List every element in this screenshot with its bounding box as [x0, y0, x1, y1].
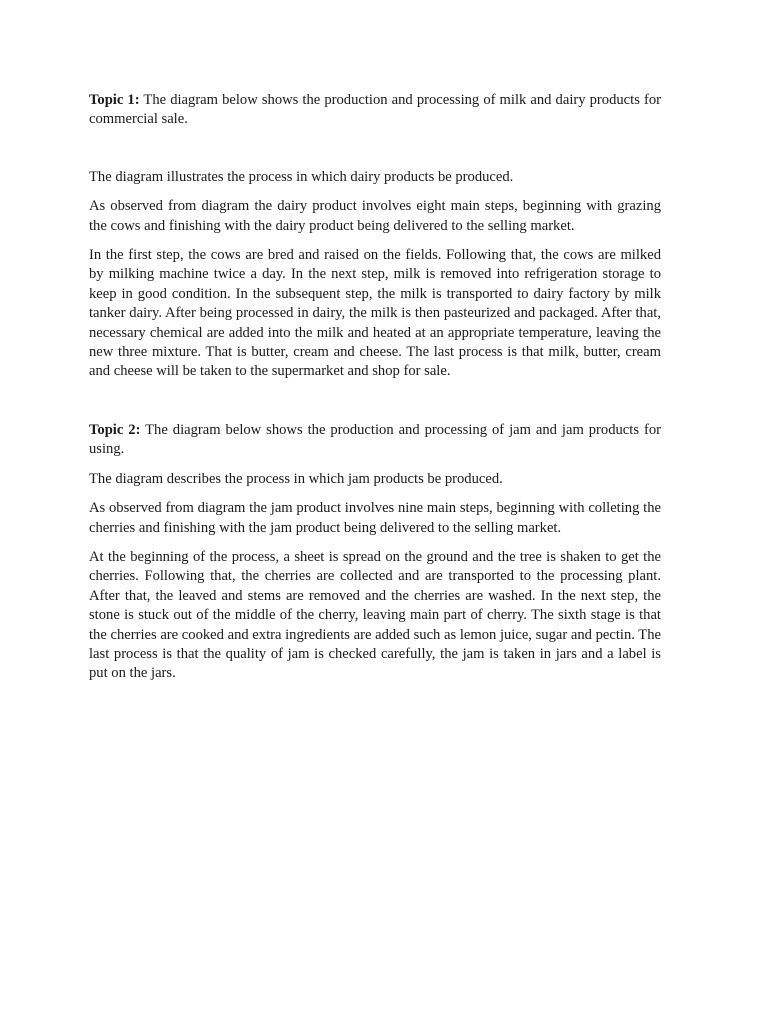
topic-2-paragraph-intro: The diagram describes the process in which jam products be produced. [89, 470, 503, 487]
topic-1-heading [89, 91, 661, 130]
document-body [89, 91, 661, 684]
topic-1-label: Topic 1: [89, 92, 140, 108]
topic-1-prompt: The diagram below shows the production and processing of milk and dairy products for commercial sale. [89, 92, 661, 128]
topic-2-heading [89, 421, 661, 460]
topic-2-paragraph-details: At the beginning of the process, a sheet is spread on the ground and the tree is shaken to get the cherries. Following that, the cherries are collected and are transported to the processing plant. After that, the leaved and stems are removed and the cherries are washed. In the next step, the stone is stuck out of the middle of the cherry, leaving main part of cherry. The sixth stage is that the cherries are cooked and extra ingredients are added such as lemon juice, sugar and pectin. The last process is that the quality of jam is checked carefully, the jam is taken in jars and a label is put on the jars. [89, 548, 661, 682]
topic-2-label: Topic 2: [89, 421, 141, 438]
topic-1-paragraph-intro: The diagram illustrates the process in which dairy products be produced. [89, 168, 514, 185]
topic-2-prompt: The diagram below shows the production and processing of jam and jam products for using. [89, 421, 661, 458]
topic-1-paragraph-overview: As observed from diagram the dairy product involves eight main steps, beginning with grazing the cows and finishing with the dairy product being delivered to the selling market. [89, 198, 661, 234]
topic-1-paragraph-details: In the first step, the cows are bred and raised on the fields. Following that, the cows are milked by milking machine twice a day. In the next step, milk is removed into refrigeration storage to keep in good condition. In the subsequent step, the milk is transported to dairy factory by milk tanker dairy. After being processed in dairy, the milk is then pasteurized and packaged. After that, necessary chemical are added into the milk and heated at an appropriate temperature, leaving the new three mixture. That is butter, cream and cheese. The last process is that milk, butter, cream and cheese will be taken to the supermarket and shop for sale. [89, 247, 661, 380]
topic-2-paragraph-overview: As observed from diagram the jam product involves nine main steps, beginning with colleting the cherries and finishing with the jam product being delivered to the selling market. [89, 500, 661, 536]
